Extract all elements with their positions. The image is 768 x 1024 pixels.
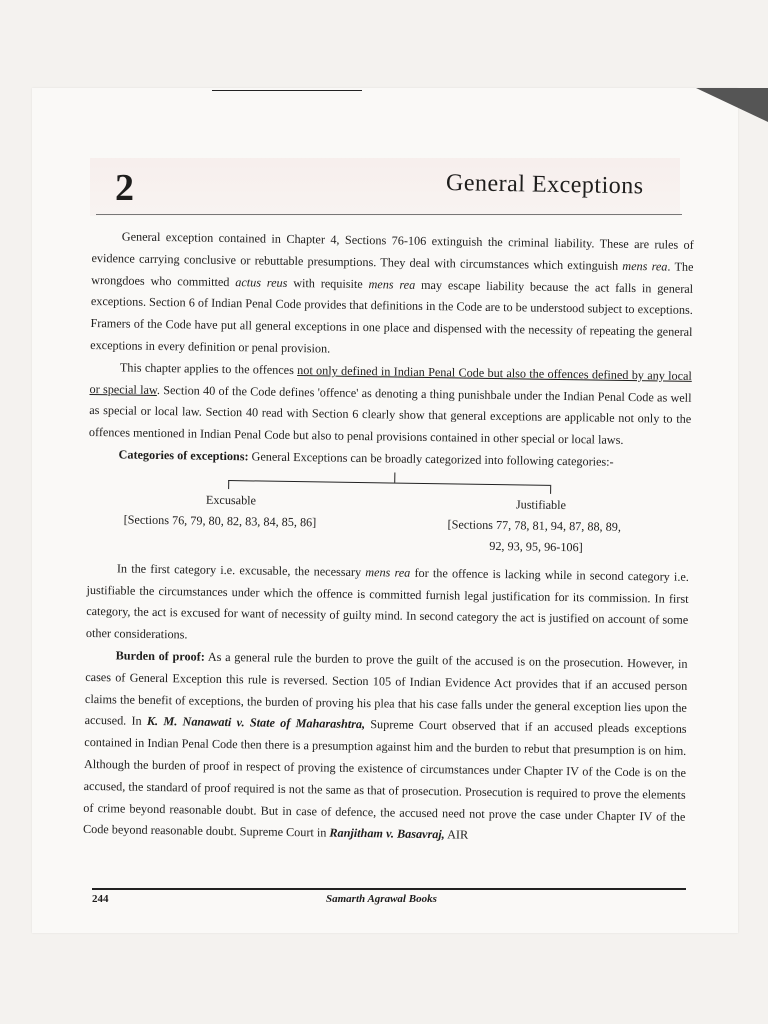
- page-number: 244: [92, 893, 109, 905]
- burden-heading: Burden of proof:: [115, 648, 205, 664]
- latin-term: mens rea: [365, 564, 411, 580]
- body-text: [83, 226, 694, 850]
- latin-term: mens rea: [622, 258, 668, 274]
- top-rule: [212, 90, 362, 91]
- justifiable-sections-line2: 92, 93, 95, 96-106]: [489, 538, 583, 555]
- tree-left-leg: [228, 480, 229, 489]
- page-corner-fold: [696, 88, 768, 122]
- footer-rule: [92, 888, 686, 890]
- paragraph-intro: General exception contained in Chapter 4, Sections 76-106 extinguish the criminal liability. These are rules of evidence carrying conclusive or rebuttable presumptions. They deal with circumstances which extinguish mens rea. The wrongdoes who committed actus reus with requisite mens rea may escape liability because the act falls in general exceptions. Section 6 of Indian Penal Code provides that definitions in the Code are to be understood subject to exceptions. Framers of the Code have put all general exceptions in one place and dispensed with the necessity of repeating the general exceptions in every definition or penal provision.: [90, 229, 694, 356]
- chapter-number: 2: [115, 167, 134, 209]
- case-name-nanawati: K. M. Nanawati v. State of Maharashtra,: [146, 714, 366, 732]
- categories-heading: Categories of exceptions:: [118, 447, 249, 464]
- tree-right-leg: [550, 485, 551, 494]
- latin-term: actus reus: [235, 274, 288, 290]
- case-name-ranjitham: Ranjitham v. Basavraj,: [329, 825, 445, 842]
- burden-text-c: AIR: [444, 827, 469, 842]
- tree-bar: [228, 480, 550, 486]
- excusable-sections: [Sections 76, 79, 80, 82, 83, 84, 85, 86]: [123, 512, 317, 530]
- burden-text-a: As a general rule the burden to prove the guilt of the accused is on the prosecution. However, in cases of General Exception this rule is reversed. Section 105 of Indian Evidence Act provides that if an accused person claims the benefit of exceptions, the burden of proving his plea that his case falls under the general exception lies upon the accused. In: [84, 649, 688, 729]
- categories-tree: [87, 468, 690, 563]
- paragraph-burden-of-proof: [83, 645, 688, 850]
- scope-text-b: . Section 40 of the Code defines 'offence' as denoting a thing punishbale under the Indian Penal Code as well as special or local law. Section 40 read with Section 6 clearly show that general exceptions are applicable not only to the offences mentioned in Indian Penal Code but also to penal provisions contained in other special or local laws.: [88, 382, 692, 448]
- latin-term: mens rea: [368, 276, 416, 292]
- paragraph-category-explanation: In the first category i.e. excusable, the necessary mens rea for the offence is lacking while in second category i.e. justifiable the circumstances under which the offence is committed furnish legal justification for its commission. In first category, the act is excused for want of necessity of guilty mind. In second category the act is justified on account of some other considerations.: [85, 561, 689, 642]
- publisher-name: Samarth Agrawal Books: [326, 893, 437, 905]
- burden-text-b: Supreme Court observed that if an accused pleads exceptions contained in Indian Penal Code then there is a presumption against him and the burden to rebut that presumption is on him. Although the burden of proof in respect of proving the existence of circumstances under Chapter IV of the Code is on the accused, the standard of proof required is not the same as that of prosecution. Prosecution is required to prove the elements of crime beyond reasonable doubt. But in case of defence, the accused need not prove the case under Chapter IV of the Code beyond reasonable doubt. Supreme Court in: [82, 717, 687, 840]
- excusable-title: Excusable: [205, 492, 257, 508]
- justifiable-sections-line1: [Sections 77, 78, 81, 94, 87, 88, 89,: [447, 517, 622, 534]
- scope-text-a: This chapter applies to the offences: [119, 360, 298, 377]
- scope-underlined-text: not only defined in Indian Penal Code but also the offences defined by any local or special law: [89, 362, 692, 397]
- chapter-title: General Exceptions: [445, 170, 644, 200]
- justifiable-title: Justifiable: [515, 497, 567, 512]
- chapter-rule: [96, 214, 682, 215]
- tree-stem: [394, 472, 395, 482]
- categories-text: General Exceptions can be broadly categorized into following categories:-: [248, 449, 614, 469]
- paragraph-scope: [89, 357, 692, 453]
